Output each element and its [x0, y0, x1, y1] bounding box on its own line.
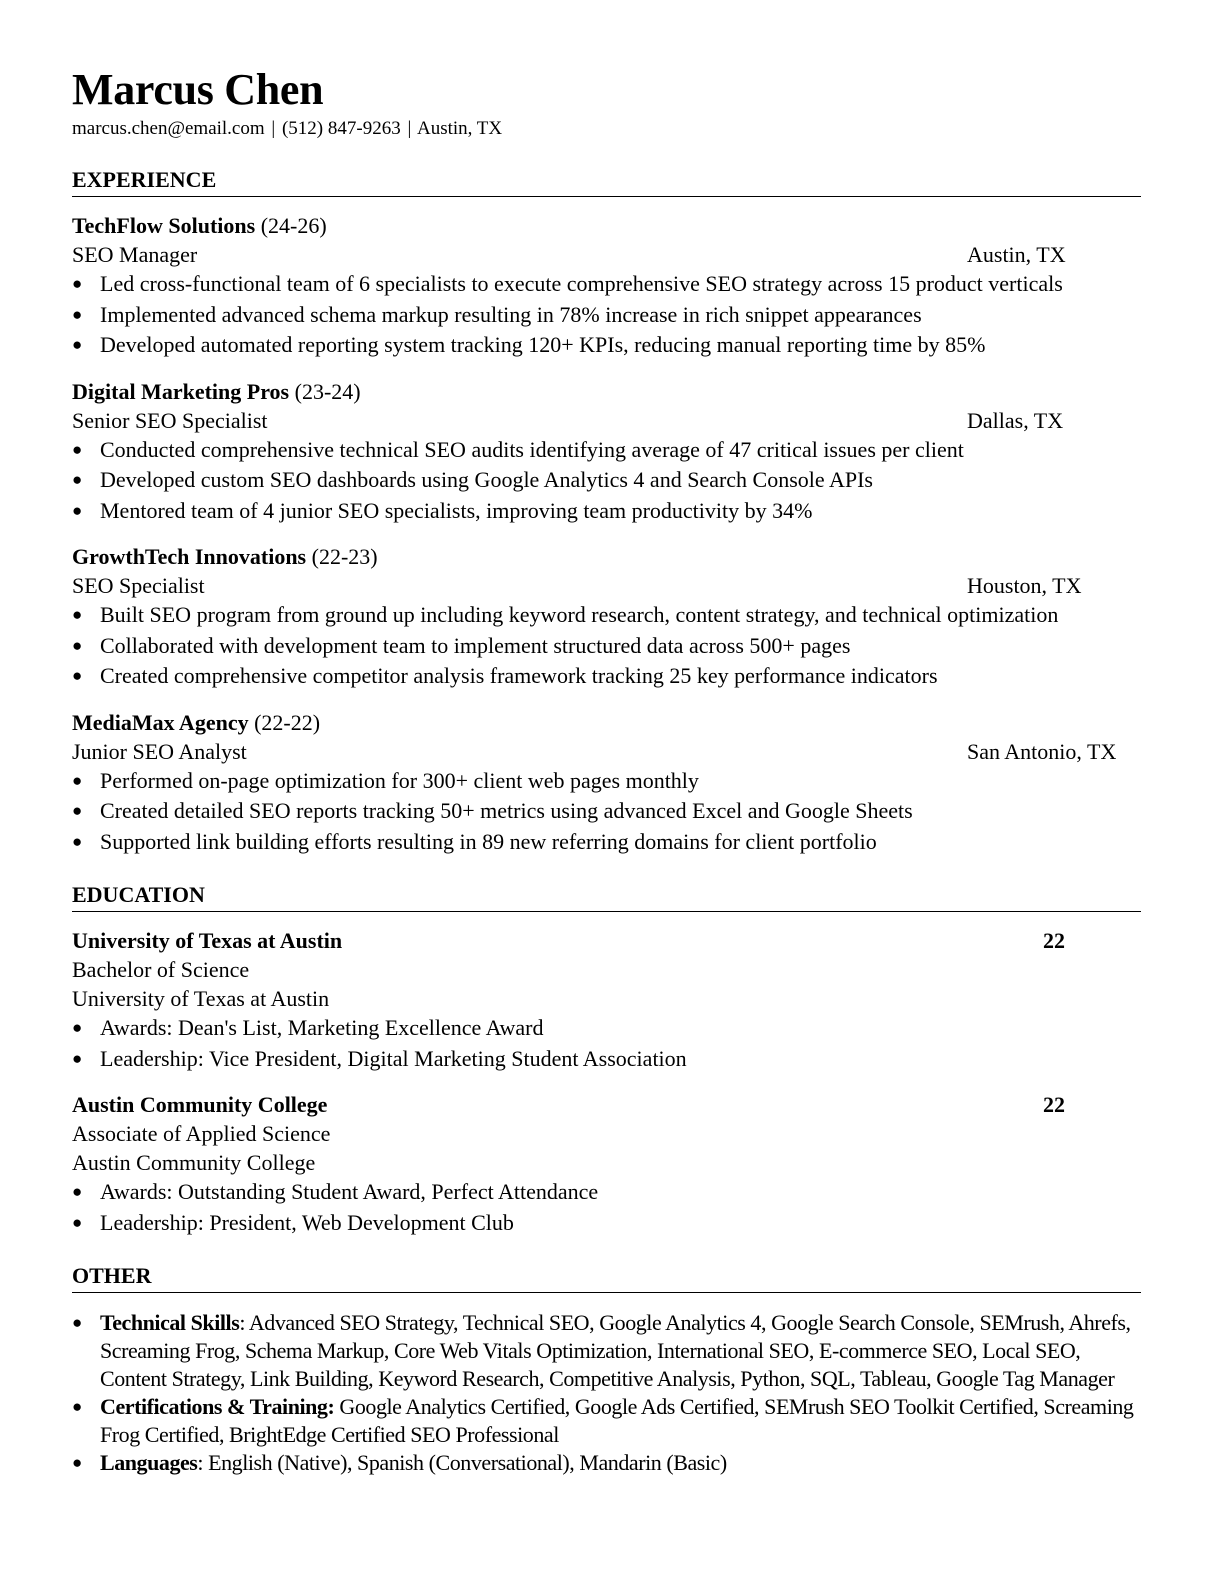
other-text: Google Analytics Certified, Google Ads Certified, SEMrush SEO Toolkit Certified, Screaming Frog Certified, BrightEdge Certified SEO Professional	[100, 1394, 1134, 1447]
experience-entry	[72, 211, 1141, 361]
other-item	[72, 1309, 1141, 1393]
bullet-item	[72, 1013, 1141, 1044]
contact-separator: |	[271, 118, 276, 139]
bullet-list	[72, 269, 1141, 361]
job-location: Houston, TX	[967, 573, 1082, 598]
section-title-experience: EXPERIENCE	[72, 166, 1141, 197]
experience-entry	[72, 377, 1141, 527]
bullet-text: Collaborated with development team to implement structured data across 500+ pages	[100, 632, 851, 658]
bullet-text: Developed custom SEO dashboards using Google Analytics 4 and Search Console APIs	[100, 467, 873, 492]
experience-subheader	[72, 571, 1141, 600]
bullet-icon: ●	[72, 831, 83, 851]
school-name: University of Texas at Austin	[72, 928, 343, 953]
bullet-icon: ●	[72, 1182, 83, 1201]
institution: Austin Community College	[72, 1150, 316, 1175]
experience-entry	[72, 542, 1141, 692]
job-title: Senior SEO Specialist	[72, 407, 268, 433]
bullet-icon: ●	[72, 1397, 82, 1416]
section-title-other: OTHER	[72, 1262, 1141, 1293]
company-name: MediaMax Agency	[72, 709, 249, 735]
candidate-name: Marcus Chen	[72, 65, 324, 114]
bullet-list	[72, 1013, 1141, 1074]
job-location: Austin, TX	[967, 242, 1066, 267]
bullet-icon: ●	[72, 1018, 83, 1037]
experience-subheader	[72, 240, 1141, 269]
bullet-text: Mentored team of 4 junior SEO specialists, improving team productivity by 34%	[100, 497, 813, 523]
bullet-icon: ●	[72, 1453, 82, 1472]
experience-header	[72, 377, 1141, 406]
bullet-icon: ●	[72, 439, 83, 459]
experience-header	[72, 211, 1141, 240]
other-label-suffix: :	[197, 1450, 204, 1475]
other-label-suffix: :	[239, 1310, 245, 1335]
bullet-text: Awards: Outstanding Student Award, Perfect Attendance	[100, 1179, 599, 1204]
bullet-item	[72, 1044, 1141, 1075]
degree: Associate of Applied Science	[72, 1121, 331, 1146]
education-header	[72, 926, 1141, 955]
employment-dates: (22-22)	[254, 709, 321, 735]
bullet-icon: ●	[72, 1212, 83, 1232]
bullet-icon: ●	[72, 666, 83, 685]
bullet-text: Created comprehensive competitor analysis framework tracking 25 key performance indicators	[100, 663, 938, 688]
experience-header	[72, 542, 1141, 571]
employment-dates: (22-23)	[311, 544, 378, 569]
school-name: Austin Community College	[72, 1092, 328, 1117]
bullet-text: Developed automated reporting system tracking 120+ KPIs, reducing manual reporting time by 85%	[100, 332, 986, 357]
bullet-text: Leadership: Vice President, Digital Marketing Student Association	[100, 1045, 687, 1071]
bullet-icon: ●	[72, 1313, 82, 1332]
experience-entry	[72, 708, 1141, 858]
bullet-item	[72, 661, 1141, 692]
degree: Bachelor of Science	[72, 957, 250, 982]
bullet-icon: ●	[72, 500, 83, 520]
bullet-text: Implemented advanced schema markup resulting in 78% increase in rich snippet appearances	[100, 301, 922, 327]
bullet-text: Led cross-functional team of 6 specialists to execute comprehensive SEO strategy across 15 product verticals	[100, 271, 1063, 296]
bullet-item	[72, 766, 1141, 797]
bullet-text: Leadership: President, Web Development Club	[100, 1209, 514, 1235]
bullet-text: Supported link building efforts resulting in 89 new referring domains for client portfolio	[100, 828, 877, 854]
other-label: Technical Skills	[100, 1310, 240, 1335]
bullet-icon: ●	[72, 605, 83, 624]
bullet-icon: ●	[72, 335, 83, 354]
bullet-item	[72, 1208, 1141, 1239]
job-location: San Antonio, TX	[967, 738, 1117, 764]
bullet-icon: ●	[72, 635, 83, 655]
other-text: English (Native), Spanish (Conversational), Mandarin (Basic)	[203, 1450, 727, 1475]
bullet-item	[72, 496, 1141, 527]
company-name: Digital Marketing Pros	[72, 378, 290, 404]
employment-dates: (24-26)	[260, 213, 327, 238]
bullet-icon: ●	[72, 274, 83, 293]
company-name: TechFlow Solutions	[72, 213, 256, 238]
bullet-item	[72, 465, 1141, 496]
institution: University of Texas at Austin	[72, 986, 330, 1011]
education-entry	[72, 926, 1141, 1074]
education-header	[72, 1090, 1141, 1119]
contact-line	[72, 116, 1141, 142]
bullet-item	[72, 330, 1141, 361]
bullet-icon: ●	[72, 470, 83, 489]
bullet-text: Conducted comprehensive technical SEO audits identifying average of 47 critical issues per client	[100, 436, 964, 462]
experience-list	[72, 211, 1141, 857]
contact-email: marcus.chen@email.com	[72, 118, 265, 139]
graduation-year: 22	[1043, 928, 1065, 953]
other-label: Certifications & Training:	[100, 1394, 335, 1419]
resume-page	[72, 64, 1141, 1477]
job-title: SEO Manager	[72, 242, 198, 267]
contact-separator: |	[407, 118, 412, 139]
section-title-education: EDUCATION	[72, 881, 1141, 912]
bullet-text: Created detailed SEO reports tracking 50+ metrics using advanced Excel and Google Sheets	[100, 798, 913, 823]
bullet-item	[72, 600, 1141, 631]
other-text: Advanced SEO Strategy, Technical SEO, Google Analytics 4, Google Search Console, SEMrush, Ahrefs, Screaming Frog, Schema Markup, Core Web Vitals Optimization, International SEO, E-commerce SEO, Local SEO, Content Strategy, Link Building, Keyword Research, Competitive Analysis, Python, SQL, Tableau, Google Tag Manager	[100, 1310, 1131, 1391]
graduation-year: 22	[1043, 1092, 1065, 1117]
bullet-item	[72, 827, 1141, 858]
bullet-item	[72, 796, 1141, 827]
bullet-text: Built SEO program from ground up including keyword research, content strategy, and technical optimization	[100, 602, 1059, 627]
education-list	[72, 926, 1141, 1238]
bullet-list	[72, 435, 1141, 527]
other-list	[72, 1309, 1141, 1477]
bullet-list	[72, 1177, 1141, 1238]
bullet-item	[72, 631, 1141, 662]
bullet-item	[72, 435, 1141, 466]
bullet-item	[72, 300, 1141, 331]
experience-header	[72, 708, 1141, 737]
experience-subheader	[72, 406, 1141, 435]
employment-dates: (23-24)	[294, 378, 361, 404]
bullet-item	[72, 1177, 1141, 1208]
bullet-item	[72, 269, 1141, 300]
contact-location: Austin, TX	[416, 118, 503, 139]
job-location: Dallas, TX	[967, 407, 1064, 433]
experience-subheader	[72, 737, 1141, 766]
company-name: GrowthTech Innovations	[72, 544, 307, 569]
education-entry	[72, 1090, 1141, 1238]
bullet-text: Awards: Dean's List, Marketing Excellence Award	[100, 1015, 544, 1040]
job-title: SEO Specialist	[72, 573, 205, 598]
contact-phone: (512) 847-9263	[281, 118, 401, 139]
bullet-list	[72, 766, 1141, 858]
bullet-icon: ●	[72, 801, 83, 820]
job-title: Junior SEO Analyst	[72, 738, 247, 764]
bullet-icon: ●	[72, 770, 83, 790]
other-item	[72, 1393, 1141, 1449]
bullet-icon: ●	[72, 304, 83, 324]
other-label: Languages	[100, 1450, 198, 1475]
bullet-text: Performed on-page optimization for 300+ client web pages monthly	[100, 767, 699, 793]
other-item	[72, 1449, 1141, 1477]
bullet-list	[72, 600, 1141, 692]
bullet-icon: ●	[72, 1048, 83, 1068]
